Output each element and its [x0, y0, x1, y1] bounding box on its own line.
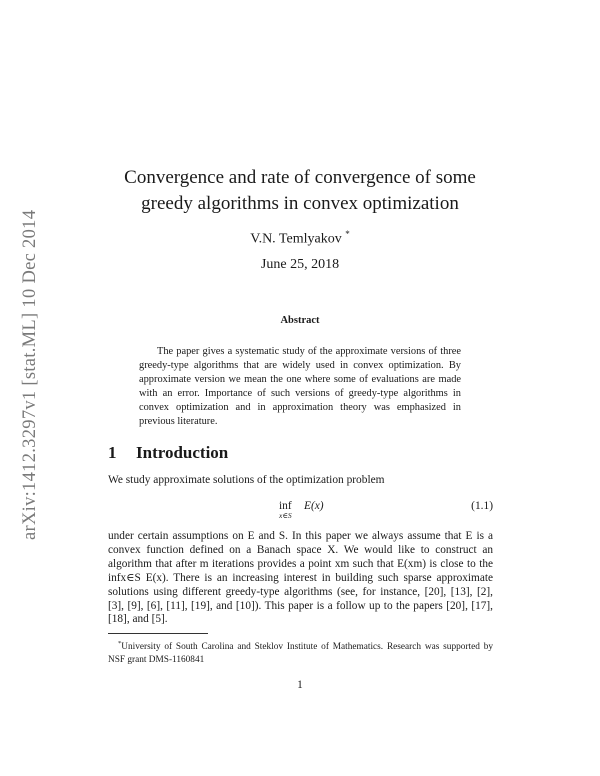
abstract-text: The paper gives a systematic study of the approximate versions of three greedy-type algorithms that are widely used in convex optimization. By approximate version we mean the one where some of evaluations are made with an error. Importance of such versions of greedy-type algorithms in convex optimization and in approximation theory was emphasized in previous literature. — [139, 346, 461, 427]
footnote-rule — [108, 633, 208, 634]
equation-subscript: x∈S — [279, 511, 292, 520]
section-number: 1 — [108, 443, 117, 462]
arxiv-identifier: arXiv:1412.3297v1 [stat.ML] 10 Dec 2014 — [20, 209, 40, 540]
equation-1-1 — [108, 499, 493, 523]
equation-operator — [279, 500, 292, 520]
page-number: 1 — [297, 679, 303, 691]
intro-sentence: We study approximate solutions of the optimization problem — [108, 474, 385, 486]
title-line-1: Convergence and rate of convergence of some — [124, 167, 476, 188]
author-line — [0, 229, 600, 248]
author-footnote-mark: * — [345, 229, 350, 239]
footnote-mark: * — [118, 640, 122, 647]
equation-expression: E(x) — [304, 500, 324, 512]
footnote-text: University of South Carolina and Steklov Institute of Mathematics. Research was supported by NSF grant DMS-1160841 — [108, 642, 493, 665]
equation-inf: inf — [279, 500, 292, 512]
footnote — [108, 638, 493, 666]
title-line-2: greedy algorithms in convex optimization — [141, 193, 459, 214]
intro-paragraph: under certain assumptions on E and S. In this paper we always assume that E is a convex function defined on a Banach space X. We would like to construct an algorithm that after m iterations provides a point xm such that E(xm) is close to the infx∈S E(x). There is an increasing interest in building such sparse approximate solutions using different greedy-type algorithms (see, for instance, [20], [13], [2], [3], [9], [6], [11], [19], and [10]). This paper is a follow up to the papers [20], [17], [18], and [5]. — [108, 530, 493, 626]
paper-date: June 25, 2018 — [260, 257, 340, 272]
abstract-heading: Abstract — [280, 315, 320, 326]
paper-title — [0, 165, 600, 217]
section-heading — [108, 443, 228, 463]
equation-label: (1.1) — [471, 500, 493, 512]
author-name: V.N. Temlyakov — [250, 231, 342, 247]
section-title: Introduction — [136, 443, 229, 462]
